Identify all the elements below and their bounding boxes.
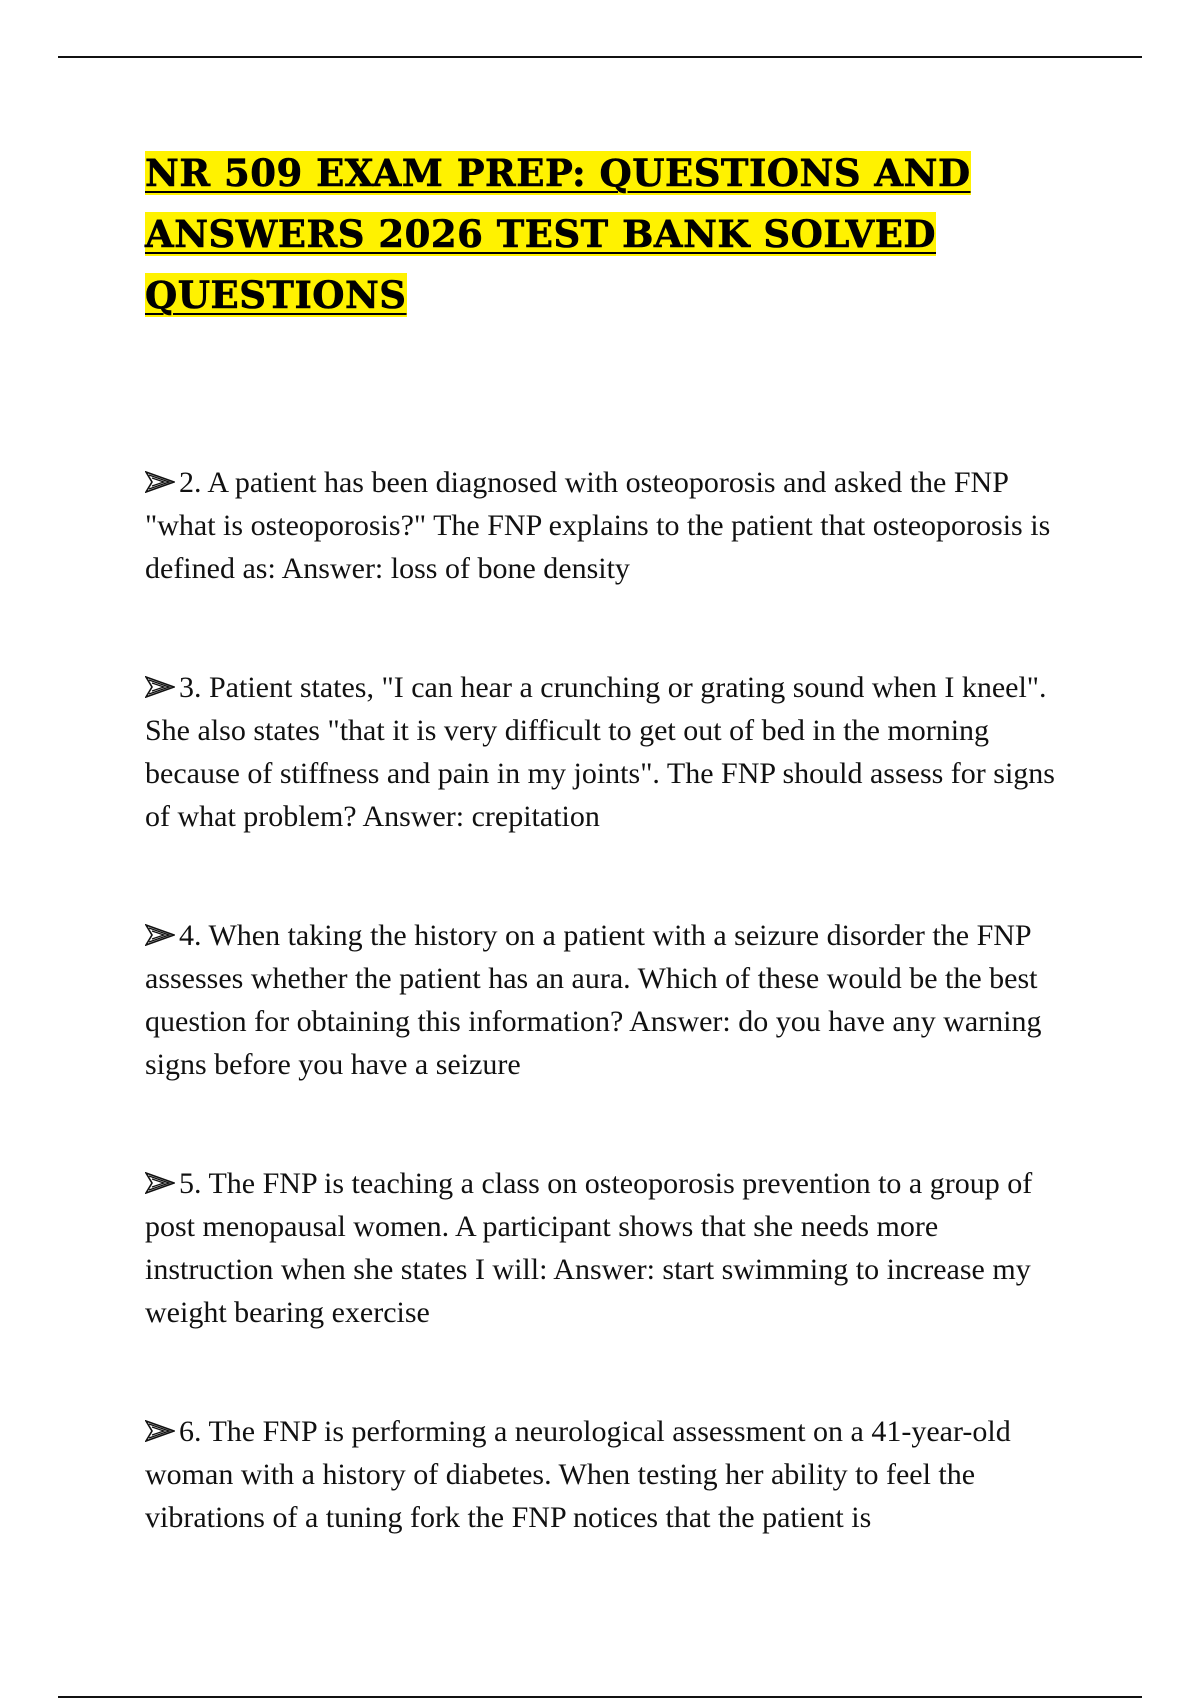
title-line: NR 509 EXAM PREP: QUESTIONS AND: [145, 151, 971, 195]
question-text: 2. A patient has been diagnosed with osteoporosis and asked the FNP "what is osteoporosis?" The FNP explains to the patient that osteoporosis is defined as: Answer: loss of bone density: [145, 466, 1051, 585]
arrowhead-bullet-icon: [145, 471, 175, 493]
question-item: [145, 914, 1060, 1086]
question-item: [145, 461, 1060, 590]
question-text: 5. The FNP is teaching a class on osteoporosis prevention to a group of post menopausal women. A participant shows that she needs more instruction when she states I will: Answer: start swimming to increase my weight bearing exercise: [145, 1167, 1033, 1329]
question-item: [145, 1162, 1060, 1334]
arrowhead-bullet-icon: [145, 1420, 175, 1442]
question-text: 3. Patient states, "I can hear a crunching or grating sound when I kneel". She also states "that it is very difficult to get out of bed in the morning because of stiffness and pain in my joints". The FNP should assess for signs of what problem? Answer: crepitation: [145, 671, 1055, 833]
title-line: ANSWERS 2026 TEST BANK SOLVED: [145, 212, 936, 256]
arrowhead-bullet-icon: [145, 1172, 175, 1194]
question-item: [145, 1410, 1060, 1539]
title-line: QUESTIONS: [145, 273, 407, 317]
top-divider: [58, 56, 1142, 58]
question-item: [145, 666, 1060, 838]
arrowhead-bullet-icon: [145, 924, 175, 946]
question-text: 6. The FNP is performing a neurological assessment on a 41-year-old woman with a history of diabetes. When testing her ability to feel the vibrations of a tuning fork the FNP notices that the patient is: [145, 1415, 1011, 1534]
document-title: [145, 143, 1085, 326]
bottom-divider: [58, 1696, 1142, 1698]
arrowhead-bullet-icon: [145, 676, 175, 698]
question-text: 4. When taking the history on a patient with a seizure disorder the FNP assesses whether the patient has an aura. Which of these would be the best question for obtaining this information? Answer: do you have any warning signs before you have a seizure: [145, 919, 1042, 1081]
